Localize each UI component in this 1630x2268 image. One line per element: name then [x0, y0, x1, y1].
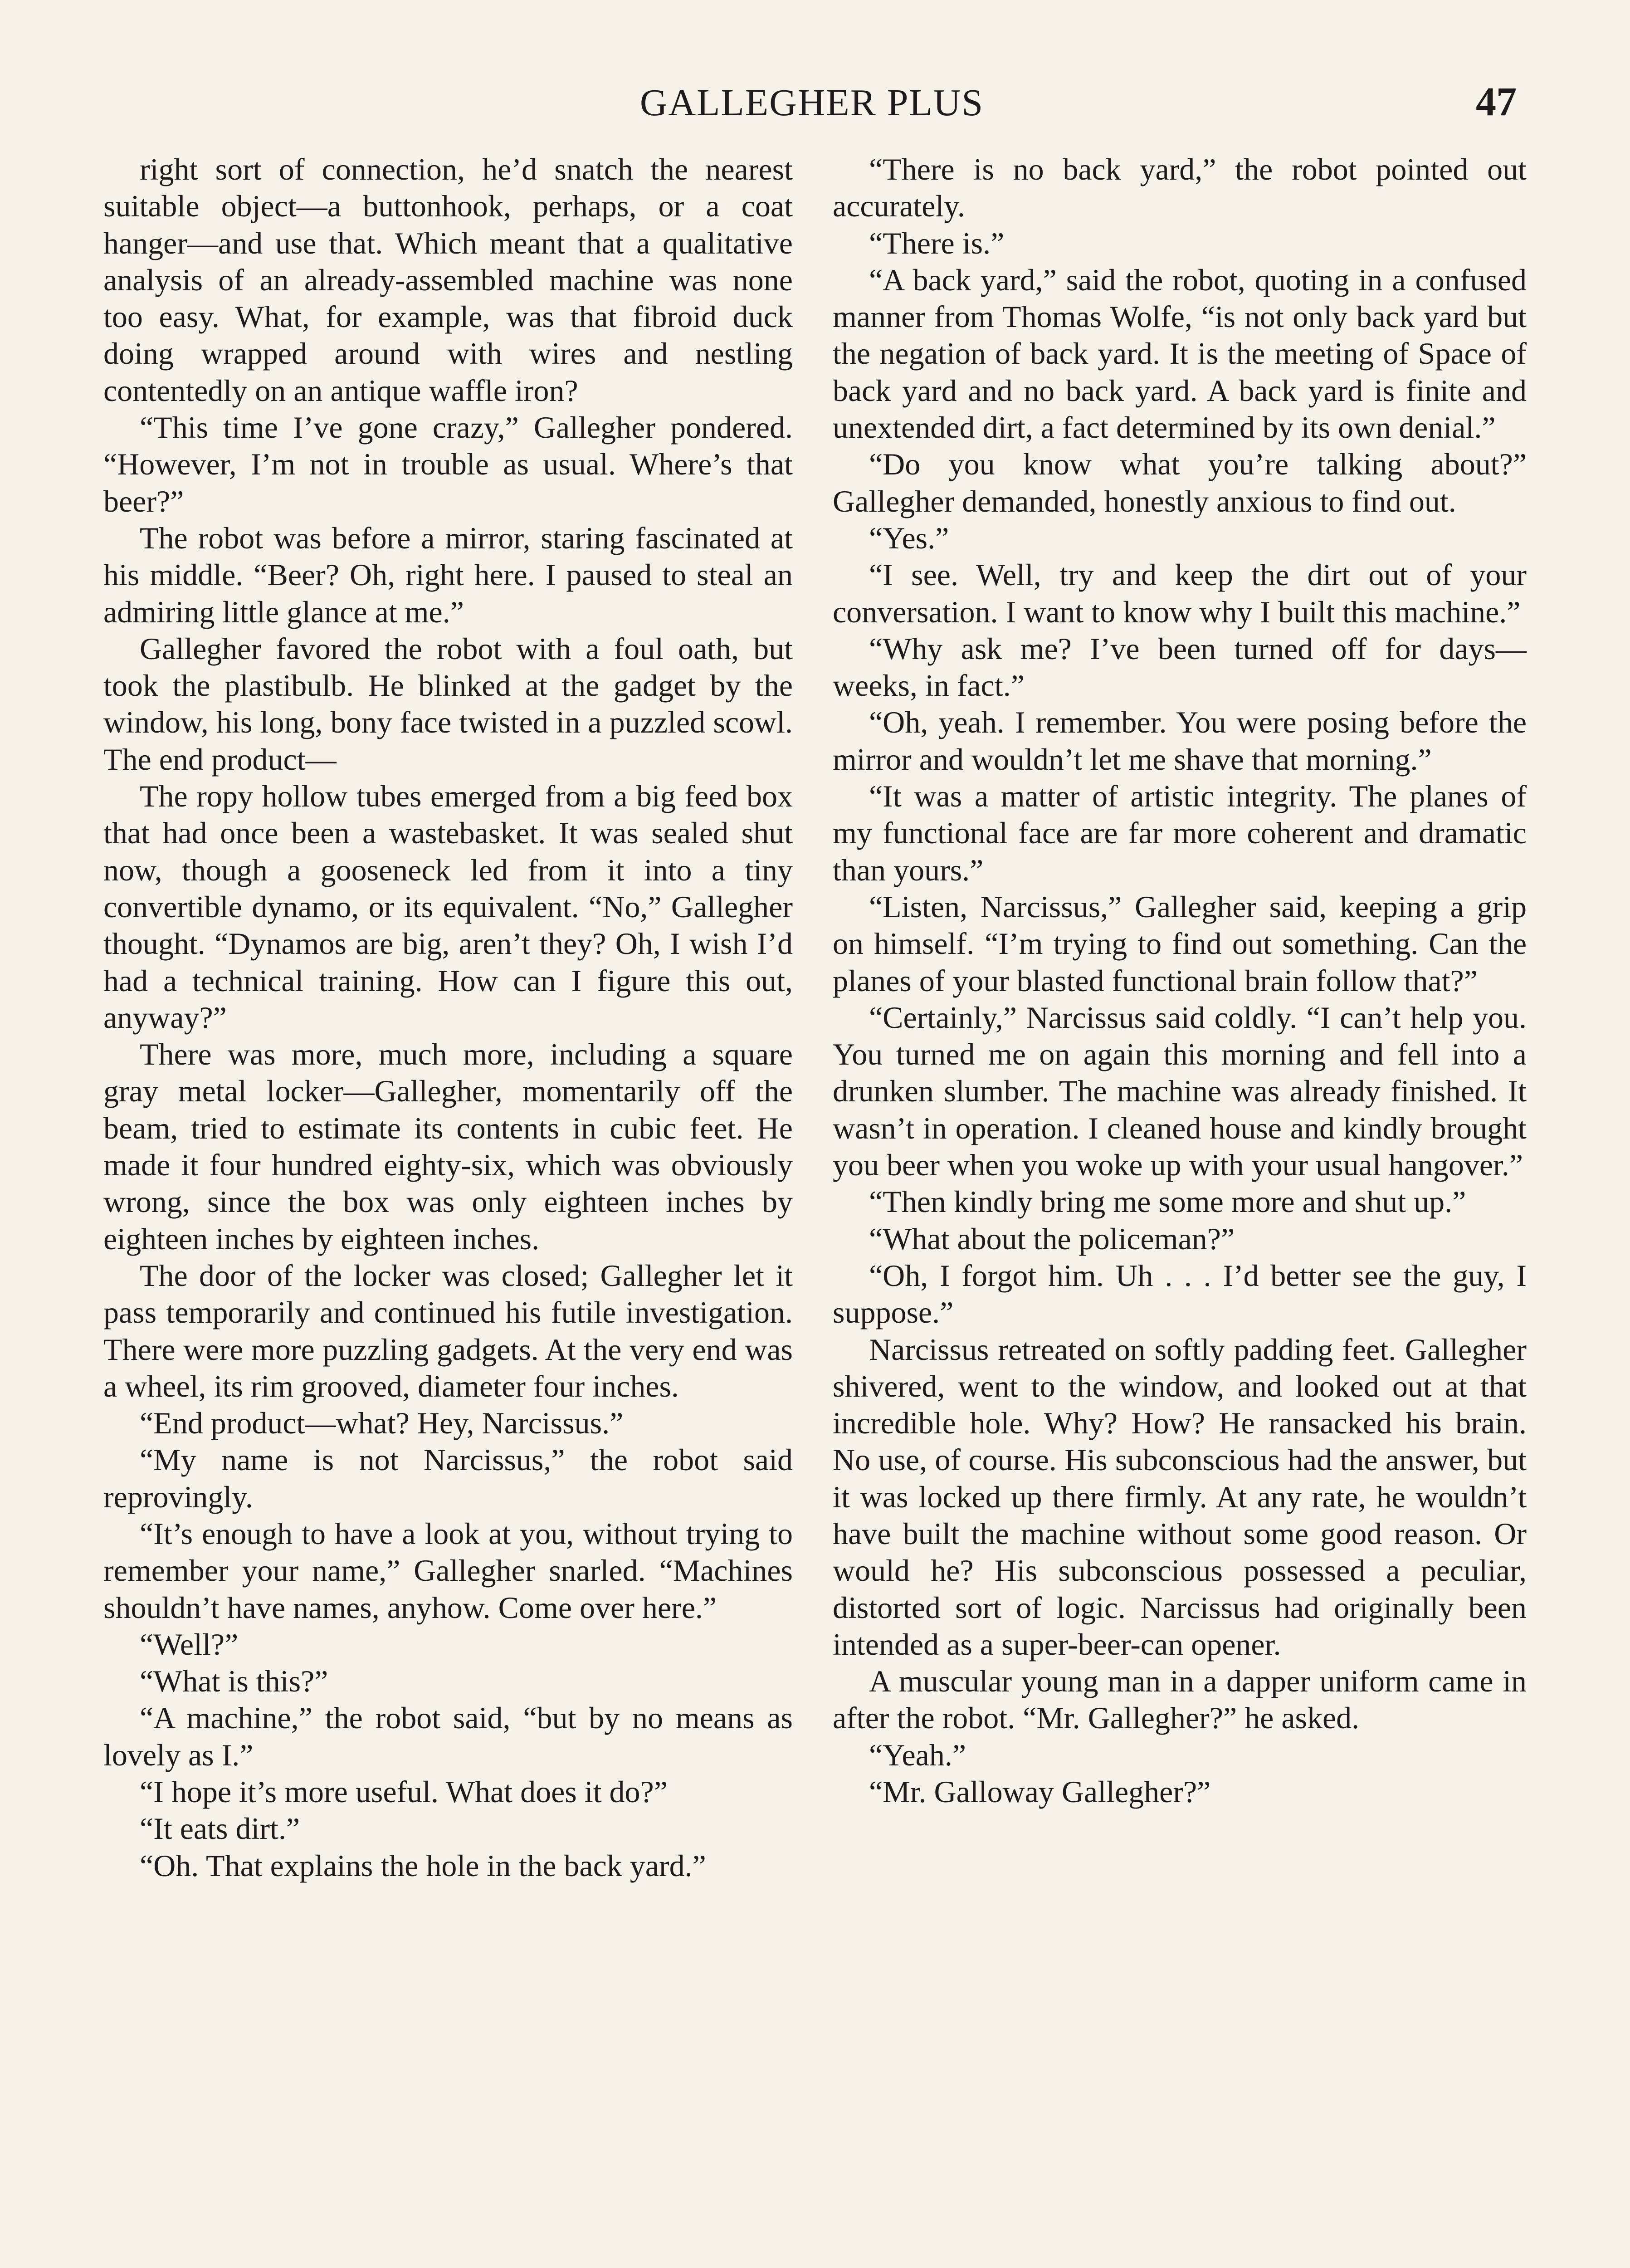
paragraph: “Do you know what you’re talking about?” Gallegher demanded, honestly anxious to find out. — [833, 447, 1527, 518]
running-title: GALLEGHER PLUS — [639, 82, 984, 124]
paragraph: “Yeah.” — [869, 1737, 966, 1772]
paragraph: “It’s enough to have a look at you, without trying to remember your name,” Gallegher snarled. “Machines shouldn’t have names, anyhow. Come over here.” — [103, 1516, 793, 1625]
paragraph: “I hope it’s more useful. What does it do?” — [140, 1774, 668, 1809]
paragraph: right sort of connection, he’d snatch the nearest suitable object—a buttonhook, perhaps, or a coat hanger—and use that. Which meant that a qualitative analysis of an already-assembled machine was none too easy. What, for example, was that fibroid duck doing wrapped around with wires and nestling contentedly on an antique waffle iron? — [103, 152, 793, 408]
paragraph: “There is no back yard,” the robot pointed out accurately. — [833, 152, 1527, 224]
paragraph: “It was a matter of artistic integrity. The planes of my functional face are far more coherent and dramatic than yours.” — [833, 779, 1527, 887]
paragraph: A muscular young man in a dapper uniform came in after the robot. “Mr. Gallegher?” he asked. — [833, 1664, 1527, 1735]
paragraph: “What about the policeman?” — [869, 1221, 1235, 1256]
paragraph: Narcissus retreated on softly padding feet. Gallegher shivered, went to the window, and looked out at that incredible hole. Why? How? He ransacked his brain. No use, of course. His subconscious had the answer, but it was locked up there firmly. At any rate, he wouldn’t have built the machine without some good reason. Or would he? His subconscious possessed a peculiar, distorted sort of logic. Narcissus had originally been intended as a super-beer-can opener. — [833, 1332, 1527, 1662]
paragraph: “Why ask me? I’ve been turned off for days—weeks, in fact.” — [833, 631, 1527, 703]
paragraph: “Oh, yeah. I remember. You were posing before the mirror and wouldn’t let me shave that morning.” — [833, 705, 1527, 777]
paragraph: “There is.” — [869, 225, 1005, 260]
paragraph: “Mr. Galloway Gallegher?” — [869, 1774, 1211, 1809]
paragraph: “End product—what? Hey, Narcissus.” — [140, 1406, 624, 1441]
paragraph: “Oh. That explains the hole in the back yard.” — [140, 1848, 706, 1883]
paragraph: “Oh, I forgot him. Uh . . . I’d better see the guy, I suppose.” — [833, 1258, 1527, 1330]
paragraph: The robot was before a mirror, staring fascinated at his middle. “Beer? Oh, right here. I paused to steal an admiring little glance at me.” — [103, 520, 793, 629]
paragraph: “A back yard,” said the robot, quoting in a confused manner from Thomas Wolfe, “is not only back yard but the negation of back yard. It is the meeting of Space of back yard and no back yard. A back yard is finite and unextended dirt, a fact determined by its own denial.” — [833, 262, 1527, 445]
paragraph: There was more, much more, including a square gray metal locker—Gallegher, momentarily off the beam, tried to estimate its contents in cubic feet. He made it four hundred eighty-six, which was obviously wrong, since the box was only eighteen inches by eighteen inches by eighteen inches. — [103, 1037, 793, 1256]
page-number: 47 — [1476, 79, 1517, 124]
paragraph: “Certainly,” Narcissus said coldly. “I can’t help you. You turned me on again this morning and fell into a drunken slumber. The machine was already finished. It wasn’t in operation. I cleaned house and kindly brought you beer when you woke up with your usual hangover.” — [833, 1000, 1527, 1183]
paragraph: “A machine,” the robot said, “but by no means as lovely as I.” — [103, 1701, 793, 1772]
paragraph: “I see. Well, try and keep the dirt out of your conversation. I want to know why I built this machine.” — [833, 557, 1527, 629]
paragraph: Gallegher favored the robot with a foul oath, but took the plastibulb. He blinked at the gadget by the window, his long, bony face twisted in a puzzled scowl. The end product— — [103, 631, 793, 777]
paragraph: “Well?” — [140, 1627, 239, 1662]
paragraph: “What is this?” — [140, 1664, 328, 1699]
paragraph: “This time I’ve gone crazy,” Gallegher pondered. “However, I’m not in trouble as usual. Where’s that beer?” — [103, 410, 793, 518]
paragraph: “My name is not Narcissus,” the robot said reprovingly. — [103, 1442, 793, 1514]
paragraph: “It eats dirt.” — [140, 1811, 300, 1846]
paragraph: The door of the locker was closed; Gallegher let it pass temporarily and continued his futile investigation. There were more puzzling gadgets. At the very end was a wheel, its rim grooved, diameter four inches. — [103, 1258, 793, 1403]
paragraph: The ropy hollow tubes emerged from a big feed box that had once been a wastebasket. It was sealed shut now, though a gooseneck led from it into a tiny convertible dynamo, or its equivalent. “No,” Gallegher thought. “Dynamos are big, aren’t they? Oh, I wish I’d had a technical training. How can I figure this out, anyway?” — [103, 779, 793, 1035]
paragraph: “Listen, Narcissus,” Gallegher said, keeping a grip on himself. “I’m trying to find out something. Can the planes of your blasted functional brain follow that?” — [833, 889, 1527, 998]
left-column — [103, 151, 793, 1884]
paragraph: “Then kindly bring me some more and shut up.” — [869, 1184, 1466, 1219]
paragraph: “Yes.” — [869, 520, 949, 555]
right-column — [833, 151, 1527, 1810]
